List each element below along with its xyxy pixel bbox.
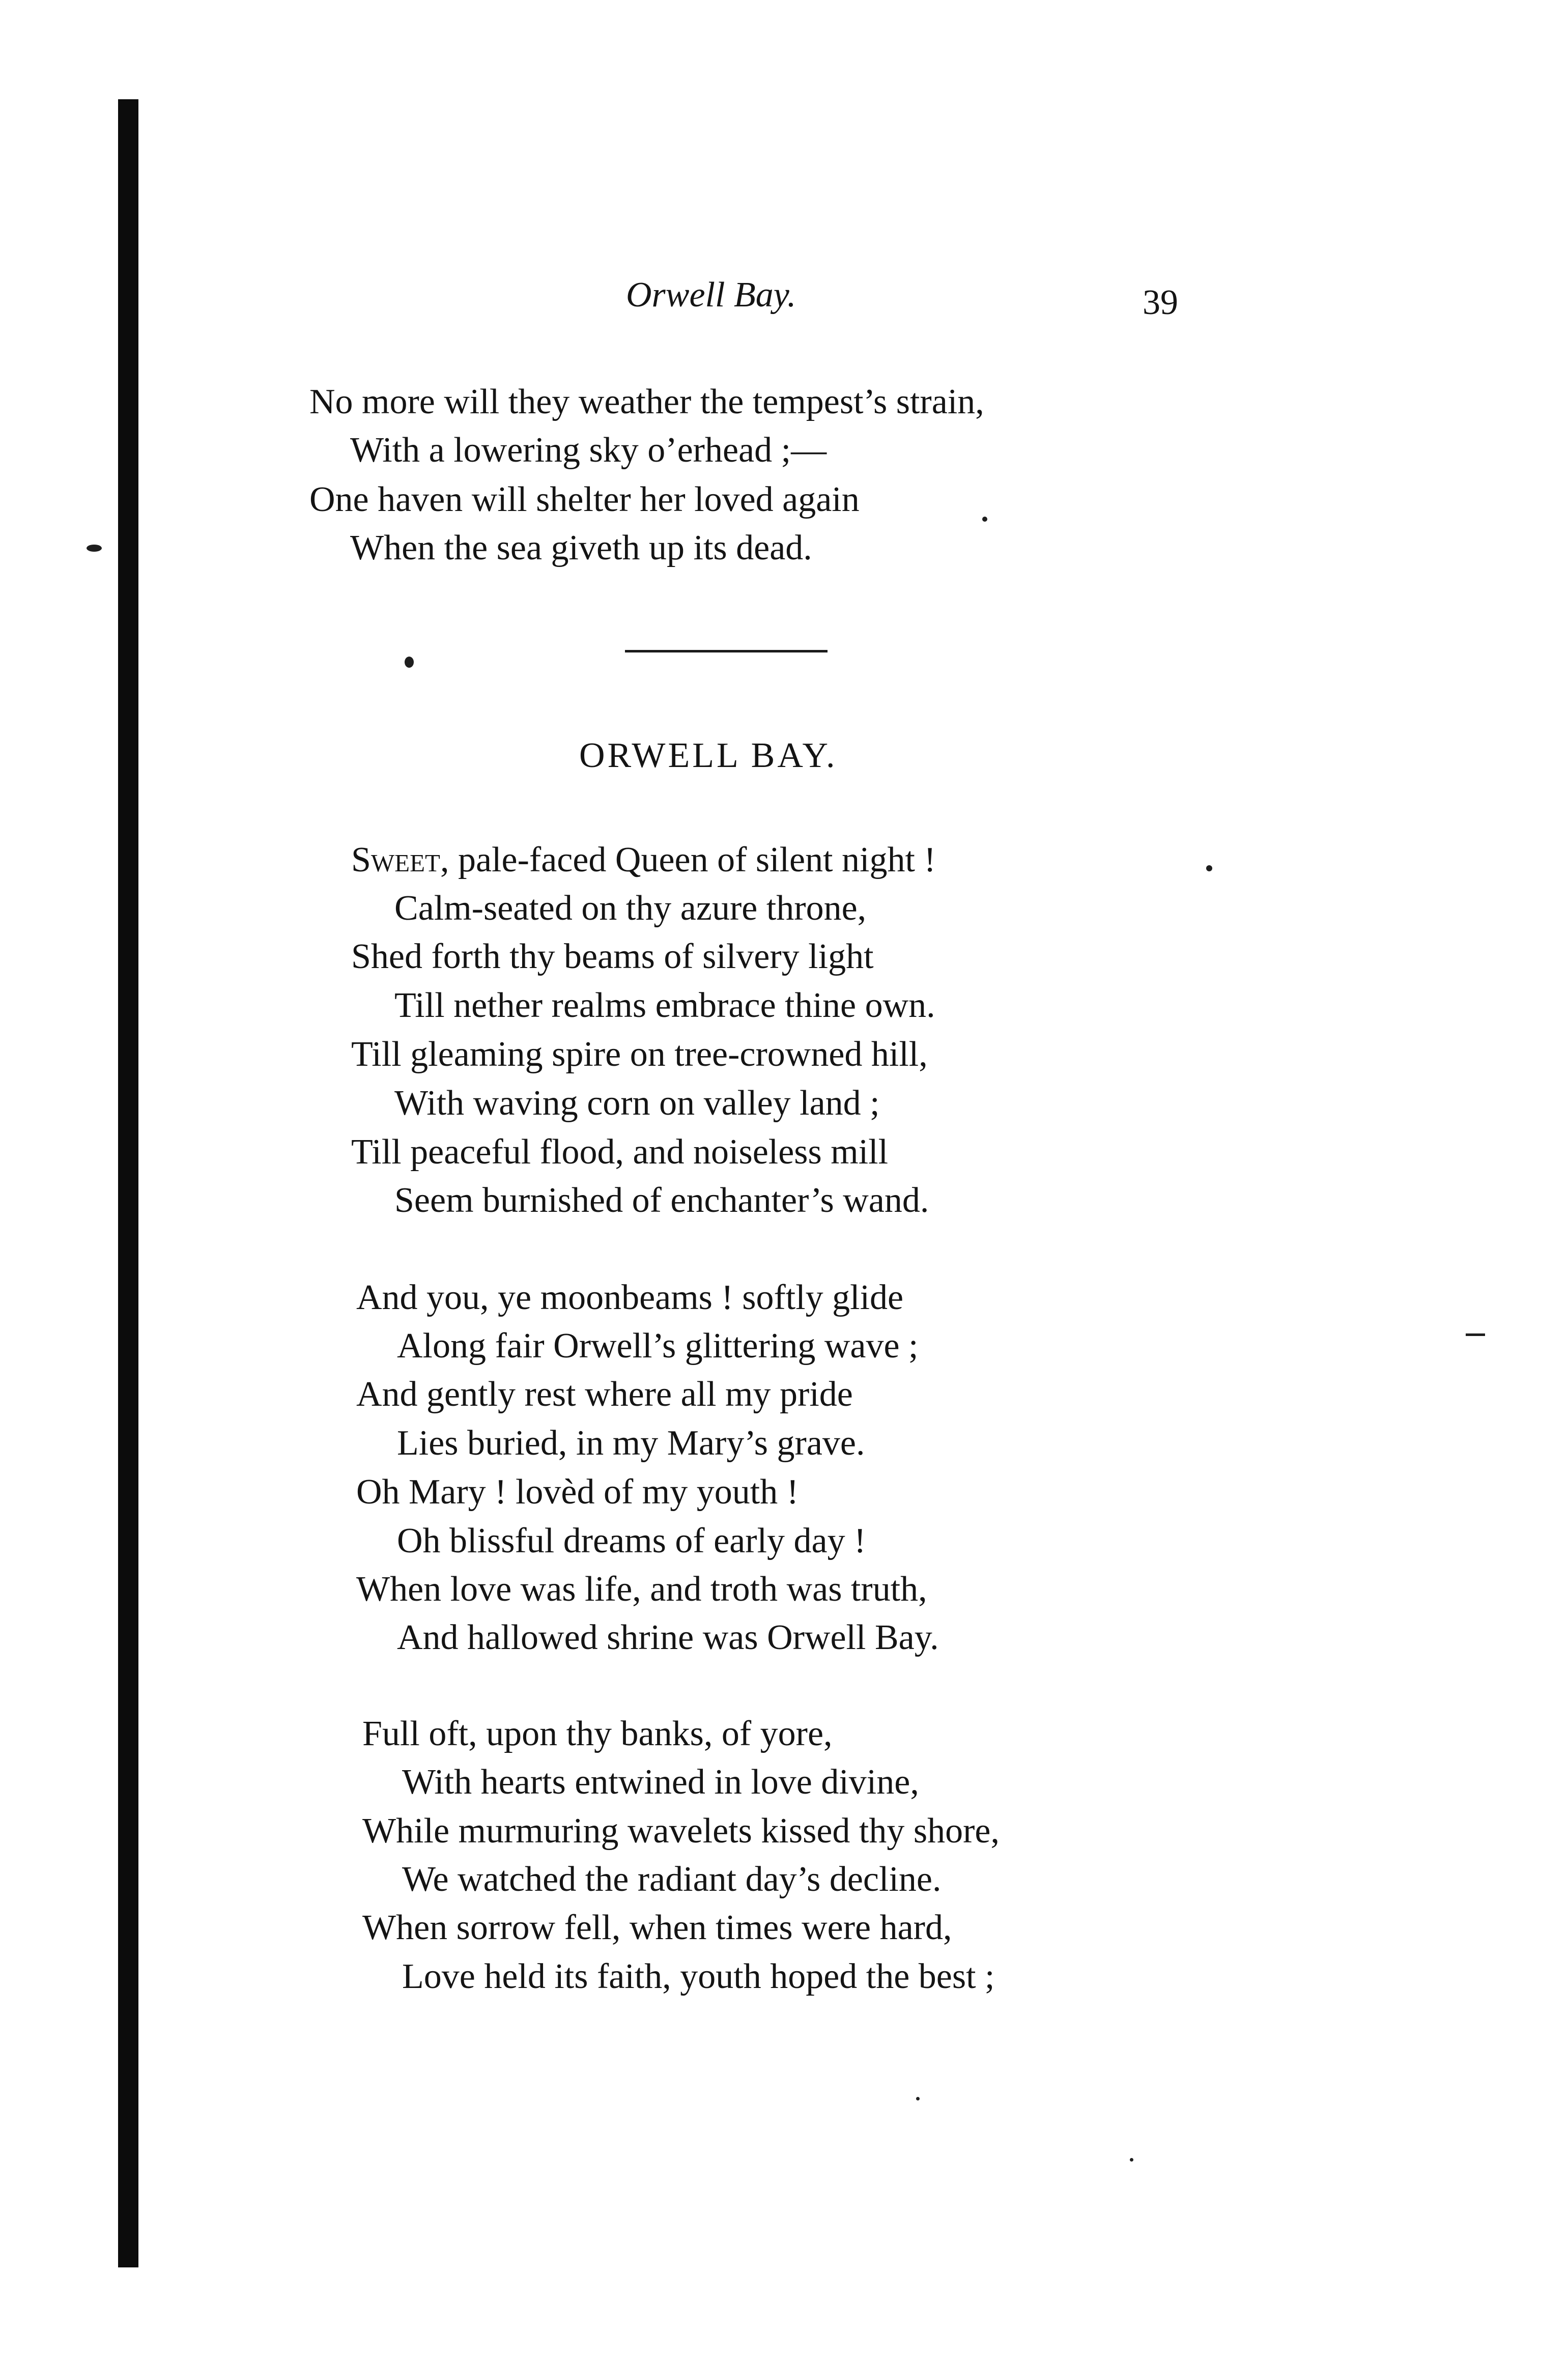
verse-line: While murmuring wavelets kissed thy shore, bbox=[362, 1811, 1000, 1851]
verse-line: Till nether realms embrace thine own. bbox=[394, 986, 935, 1025]
verse-line: Till gleaming spire on tree-crowned hill, bbox=[351, 1035, 928, 1074]
running-title: Orwell Bay. bbox=[626, 275, 796, 315]
verse-line: When love was life, and troth was truth, bbox=[356, 1570, 927, 1609]
scan-speck bbox=[1206, 865, 1212, 871]
page-number: 39 bbox=[1143, 283, 1178, 322]
verse-line: With a lowering sky o’erhead ;— bbox=[350, 431, 827, 470]
verse-line: Full oft, upon thy banks, of yore, bbox=[362, 1714, 833, 1753]
verse-line: Till peaceful flood, and noiseless mill bbox=[351, 1132, 889, 1172]
verse-line: And you, ye moonbeams ! softly glide bbox=[356, 1278, 904, 1317]
binding-edge bbox=[118, 99, 138, 2267]
scan-speck bbox=[916, 2097, 920, 2100]
scan-speck bbox=[1130, 2158, 1133, 2162]
verse-line: Lies buried, in my Mary’s grave. bbox=[397, 1424, 865, 1463]
verse-line: With waving corn on valley land ; bbox=[394, 1084, 880, 1123]
verse-line: With hearts entwined in love divine, bbox=[402, 1763, 919, 1802]
verse-line: Oh blissful dreams of early day ! bbox=[397, 1521, 866, 1560]
verse-line: Seem burnished of enchanter’s wand. bbox=[394, 1181, 929, 1220]
verse-line: Oh Mary ! lovèd of my youth ! bbox=[356, 1472, 799, 1512]
section-divider bbox=[625, 650, 828, 652]
verse-line: And gently rest where all my pride bbox=[356, 1375, 853, 1414]
scan-speck bbox=[405, 657, 414, 668]
verse-line: Along fair Orwell’s glittering wave ; bbox=[397, 1326, 919, 1366]
verse-line-rest: pale-faced Queen of silent night ! bbox=[449, 840, 936, 879]
verse-line: When sorrow fell, when times were hard, bbox=[362, 1908, 952, 1947]
verse-line: And hallowed shrine was Orwell Bay. bbox=[397, 1618, 939, 1657]
verse-line: Calm-seated on thy azure throne, bbox=[394, 889, 867, 928]
opening-word: Sweet, bbox=[351, 840, 449, 879]
verse-line: We watched the radiant day’s decline. bbox=[402, 1860, 942, 1899]
verse-line: One haven will shelter her loved again bbox=[309, 480, 860, 519]
verse-line: No more will they weather the tempest’s strain, bbox=[309, 382, 984, 421]
verse-line: When the sea giveth up its dead. bbox=[350, 528, 812, 567]
verse-line: Shed forth thy beams of silvery light bbox=[351, 937, 874, 976]
poem-title: ORWELL BAY. bbox=[579, 736, 838, 775]
verse-line bbox=[351, 835, 936, 886]
scan-speck bbox=[87, 545, 102, 552]
verse-line: Love held its faith, youth hoped the best ; bbox=[402, 1957, 995, 1996]
scan-speck bbox=[982, 517, 987, 522]
scan-speck bbox=[1466, 1333, 1485, 1336]
